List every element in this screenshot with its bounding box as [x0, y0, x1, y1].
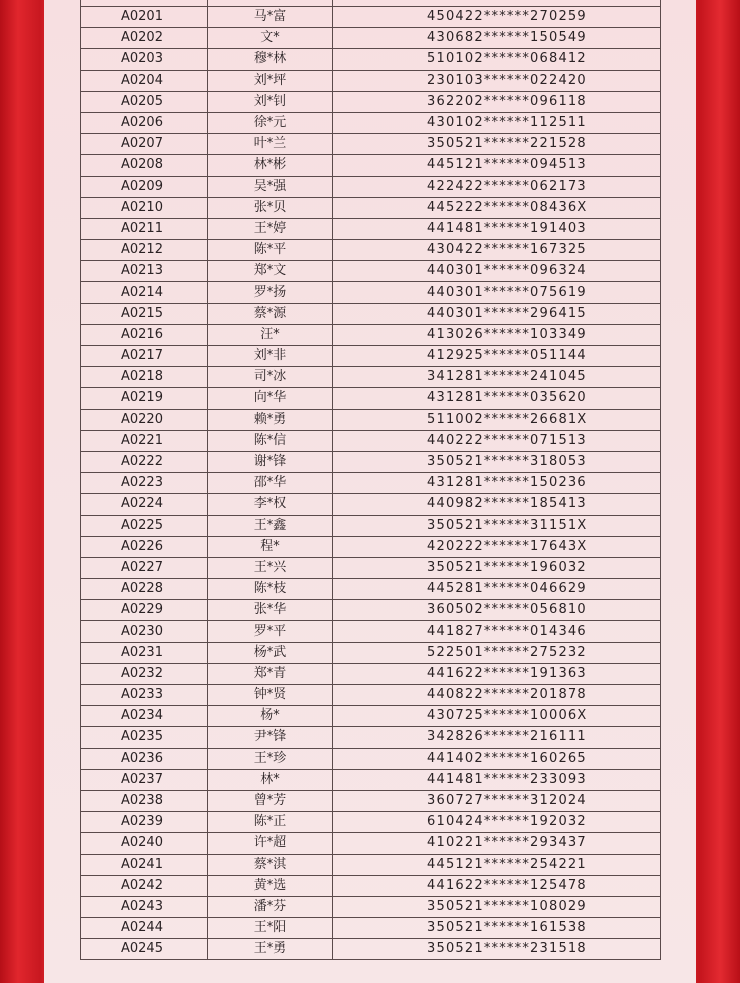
table-row [81, 282, 661, 303]
id-number-cell: 445121******094513 [333, 155, 661, 176]
candidate-name-cell: 杨* [208, 706, 333, 727]
id-number-cell: 440222******071513 [333, 430, 661, 451]
id-number-cell: 360502******056810 [333, 600, 661, 621]
candidate-number-cell: A0221 [81, 430, 208, 451]
table-row [81, 91, 661, 112]
candidate-number-cell: A0231 [81, 642, 208, 663]
id-number-cell: 362202******096118 [333, 91, 661, 112]
candidate-number-cell: A0232 [81, 663, 208, 684]
candidate-name-cell: 郑*青 [208, 663, 333, 684]
candidate-name-cell: 文* [208, 28, 333, 49]
table-row [81, 896, 661, 917]
table-row [81, 600, 661, 621]
id-number-cell: 350521******318053 [333, 451, 661, 472]
table-row [81, 854, 661, 875]
candidate-name-cell: 司*冰 [208, 367, 333, 388]
candidate-name-cell: 蔡*源 [208, 303, 333, 324]
id-number-cell: 430725******10006X [333, 706, 661, 727]
table-row [81, 451, 661, 472]
table-row [81, 197, 661, 218]
table-row [81, 134, 661, 155]
candidate-name-cell: 王*鑫 [208, 515, 333, 536]
id-number-cell: 511002******26681X [333, 409, 661, 430]
table-row [81, 748, 661, 769]
candidate-number-cell: A0215 [81, 303, 208, 324]
id-number-cell: 441622******125478 [333, 875, 661, 896]
roster-table-body [81, 0, 661, 960]
candidate-number-cell: A0203 [81, 49, 208, 70]
id-number-cell: 431281******150236 [333, 473, 661, 494]
candidate-name-cell: 王*珍 [208, 748, 333, 769]
candidate-name-cell: 许*超 [208, 833, 333, 854]
candidate-number-cell: A0209 [81, 176, 208, 197]
id-number-cell: 430422******167325 [333, 240, 661, 261]
table-row [81, 70, 661, 91]
id-number-cell: 350521******221528 [333, 134, 661, 155]
candidate-number-cell: A0222 [81, 451, 208, 472]
id-number-cell: 350521******231518 [333, 939, 661, 960]
candidate-number-cell: A0219 [81, 388, 208, 409]
candidate-number-cell: A0220 [81, 409, 208, 430]
candidate-name-cell: 穆*林 [208, 49, 333, 70]
table-row [81, 557, 661, 578]
id-number-cell: 522501******275232 [333, 642, 661, 663]
table-row [81, 49, 661, 70]
candidate-number-cell: A0216 [81, 324, 208, 345]
candidate-name-cell: 陈*信 [208, 430, 333, 451]
id-number-cell: 441827******014346 [333, 621, 661, 642]
candidate-number-cell: A0202 [81, 28, 208, 49]
candidate-number-cell: A0230 [81, 621, 208, 642]
candidate-name-cell: 邵*华 [208, 473, 333, 494]
candidate-number-cell: A0242 [81, 875, 208, 896]
id-number-cell: 450422******270259 [333, 7, 661, 28]
roster-table [80, 0, 661, 960]
id-number-cell: 441402******160265 [333, 748, 661, 769]
id-number-cell: 441481******233093 [333, 769, 661, 790]
candidate-number-cell: A0224 [81, 494, 208, 515]
roster-table-container [80, 0, 660, 960]
candidate-name-cell: 李*权 [208, 494, 333, 515]
candidate-number-cell: A0238 [81, 790, 208, 811]
candidate-number-cell: A0244 [81, 918, 208, 939]
table-row [81, 579, 661, 600]
id-number-cell: 441622******191363 [333, 663, 661, 684]
id-number-cell: 430682******150549 [333, 28, 661, 49]
candidate-number-cell: A0233 [81, 685, 208, 706]
table-row [81, 218, 661, 239]
table-row [81, 536, 661, 557]
table-row [81, 685, 661, 706]
table-row [81, 7, 661, 28]
candidate-number-cell: A0226 [81, 536, 208, 557]
candidate-number-cell: A0207 [81, 134, 208, 155]
candidate-number-cell: A0205 [81, 91, 208, 112]
table-row [81, 28, 661, 49]
candidate-name-cell: 陈*平 [208, 240, 333, 261]
id-number-cell: 430102******112511 [333, 112, 661, 133]
table-row [81, 515, 661, 536]
candidate-name-cell: 程* [208, 536, 333, 557]
candidate-number-cell: A0239 [81, 812, 208, 833]
candidate-name-cell: 吴*强 [208, 176, 333, 197]
id-number-cell: 413026******103349 [333, 324, 661, 345]
candidate-name-cell: 潘*芬 [208, 896, 333, 917]
id-number-cell: 440301******296415 [333, 303, 661, 324]
candidate-name-cell: 汪* [208, 324, 333, 345]
id-number-cell: 440982******185413 [333, 494, 661, 515]
candidate-number-cell: A0228 [81, 579, 208, 600]
candidate-number-cell: A0214 [81, 282, 208, 303]
table-row [81, 473, 661, 494]
table-row [81, 790, 661, 811]
table-row [81, 240, 661, 261]
table-row [81, 494, 661, 515]
table-row [81, 875, 661, 896]
candidate-number-cell: A0234 [81, 706, 208, 727]
candidate-number-cell: A0243 [81, 896, 208, 917]
id-number-cell: 230103******022420 [333, 70, 661, 91]
table-row [81, 939, 661, 960]
candidate-number-cell: A0227 [81, 557, 208, 578]
candidate-name-cell: 蔡*淇 [208, 854, 333, 875]
table-row [81, 409, 661, 430]
candidate-name-cell: 张*贝 [208, 197, 333, 218]
id-number-cell: 412925******051144 [333, 346, 661, 367]
candidate-name-cell: 刘*坪 [208, 70, 333, 91]
table-row [81, 833, 661, 854]
id-number-cell: 610424******192032 [333, 812, 661, 833]
candidate-number-cell: A0217 [81, 346, 208, 367]
candidate-name-cell: 向*华 [208, 388, 333, 409]
candidate-number-cell: A0206 [81, 112, 208, 133]
table-row [81, 727, 661, 748]
candidate-name-cell: 郑*文 [208, 261, 333, 282]
id-number-cell: 342826******216111 [333, 727, 661, 748]
candidate-name-cell: 黄*选 [208, 875, 333, 896]
candidate-name-cell: 王*兴 [208, 557, 333, 578]
candidate-number-cell: A0241 [81, 854, 208, 875]
candidate-name-cell: 叶*兰 [208, 134, 333, 155]
candidate-name-cell: 王*勇 [208, 939, 333, 960]
table-row [81, 430, 661, 451]
id-number-cell: 441481******191403 [333, 218, 661, 239]
id-number-cell: 420222******17643X [333, 536, 661, 557]
id-number-cell: 350521******108029 [333, 896, 661, 917]
table-row [81, 324, 661, 345]
candidate-number-cell: A0201 [81, 7, 208, 28]
candidate-number-cell: A0229 [81, 600, 208, 621]
table-row [81, 303, 661, 324]
id-number-cell: 440822******201878 [333, 685, 661, 706]
id-number-cell: 350521******31151X [333, 515, 661, 536]
candidate-name-cell: 赖*勇 [208, 409, 333, 430]
candidate-number-cell: A0237 [81, 769, 208, 790]
table-row [81, 346, 661, 367]
candidate-name-cell: 王*婷 [208, 218, 333, 239]
candidate-name-cell: 陈*正 [208, 812, 333, 833]
id-number-cell: 445281******046629 [333, 579, 661, 600]
table-row [81, 769, 661, 790]
table-row [81, 176, 661, 197]
candidate-name-cell: 罗*平 [208, 621, 333, 642]
candidate-name-cell: 罗*扬 [208, 282, 333, 303]
candidate-name-cell: 尹*锋 [208, 727, 333, 748]
candidate-number-cell: A0210 [81, 197, 208, 218]
table-row [81, 367, 661, 388]
id-number-cell: 350521******196032 [333, 557, 661, 578]
candidate-name-cell: 刘*非 [208, 346, 333, 367]
candidate-number-cell: A0218 [81, 367, 208, 388]
id-number-cell: 341281******241045 [333, 367, 661, 388]
candidate-name-cell: 刘*钊 [208, 91, 333, 112]
table-row [81, 642, 661, 663]
table-row [81, 918, 661, 939]
candidate-number-cell: A0212 [81, 240, 208, 261]
id-number-cell: 422422******062173 [333, 176, 661, 197]
candidate-name-cell: 钟*贤 [208, 685, 333, 706]
candidate-name-cell: 陈*枝 [208, 579, 333, 600]
candidate-number-cell: A0213 [81, 261, 208, 282]
candidate-name-cell: 徐*元 [208, 112, 333, 133]
candidate-number-cell: A0223 [81, 473, 208, 494]
table-row [81, 706, 661, 727]
candidate-number-cell: A0208 [81, 155, 208, 176]
id-number-cell: 440301******075619 [333, 282, 661, 303]
candidate-name-cell: 谢*锋 [208, 451, 333, 472]
id-number-cell: 350521******161538 [333, 918, 661, 939]
candidate-number-cell: A0235 [81, 727, 208, 748]
candidate-number-cell: A0240 [81, 833, 208, 854]
candidate-number-cell: A0236 [81, 748, 208, 769]
id-number-cell: 445121******254221 [333, 854, 661, 875]
id-number-cell: 431281******035620 [333, 388, 661, 409]
table-row [81, 663, 661, 684]
candidate-name-cell: 王*阳 [208, 918, 333, 939]
candidate-name-cell: 张*华 [208, 600, 333, 621]
table-row [81, 261, 661, 282]
table-row [81, 388, 661, 409]
candidate-name-cell: 马*富 [208, 7, 333, 28]
id-number-cell: 410221******293437 [333, 833, 661, 854]
candidate-name-cell: 林*彬 [208, 155, 333, 176]
id-number-cell: 360727******312024 [333, 790, 661, 811]
candidate-number-cell: A0225 [81, 515, 208, 536]
id-number-cell: 440301******096324 [333, 261, 661, 282]
candidate-name-cell: 杨*武 [208, 642, 333, 663]
table-row [81, 621, 661, 642]
candidate-name-cell: 曾*芳 [208, 790, 333, 811]
candidate-name-cell: 林* [208, 769, 333, 790]
id-number-cell: 510102******068412 [333, 49, 661, 70]
id-number-cell: 445222******08436X [333, 197, 661, 218]
table-row [81, 812, 661, 833]
table-row [81, 155, 661, 176]
candidate-number-cell: A0245 [81, 939, 208, 960]
table-row [81, 112, 661, 133]
candidate-number-cell: A0204 [81, 70, 208, 91]
candidate-number-cell: A0211 [81, 218, 208, 239]
